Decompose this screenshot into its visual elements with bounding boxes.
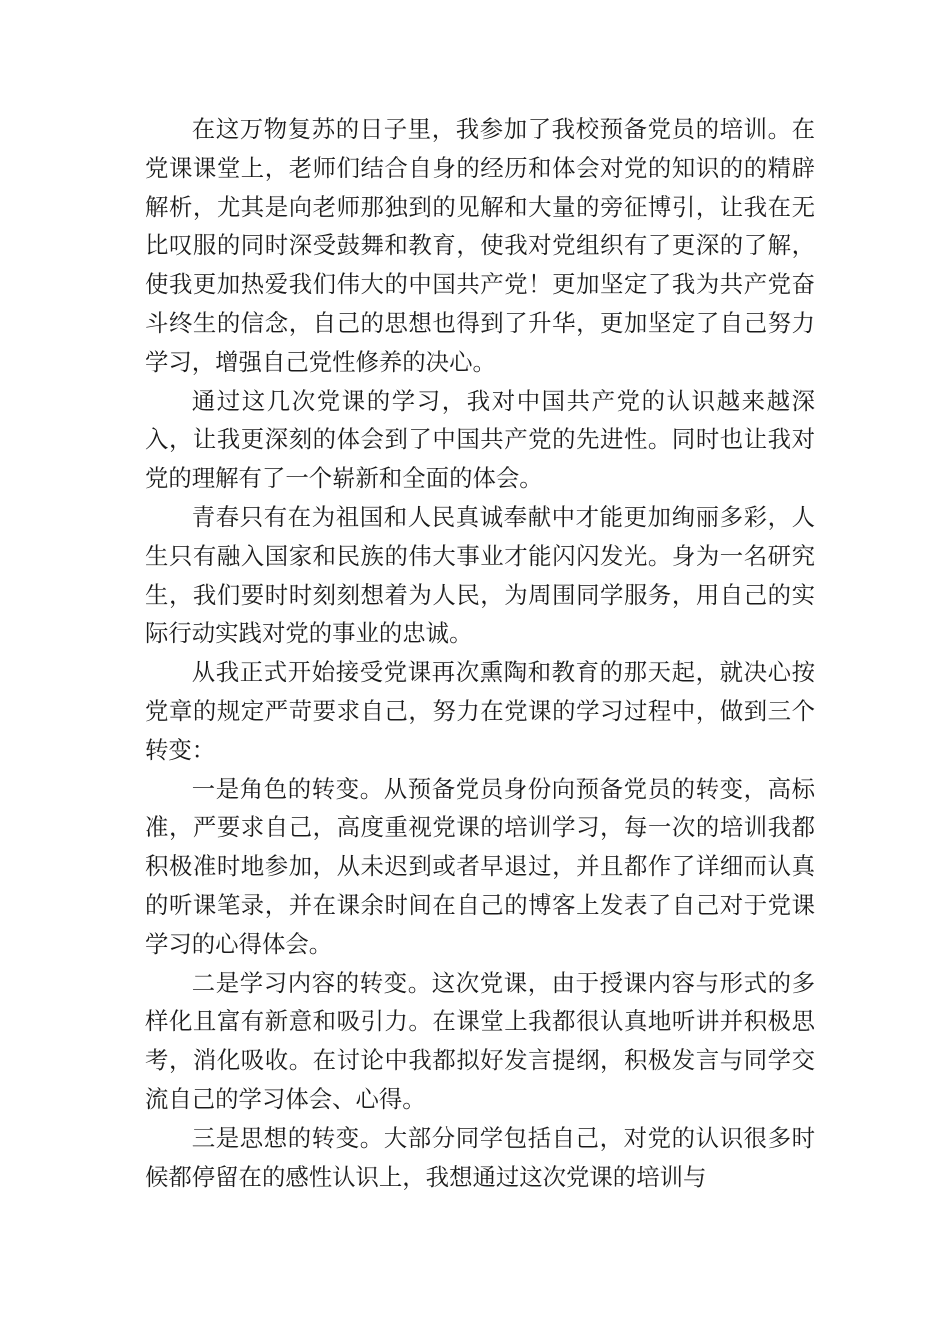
paragraph-1: 在这万物复苏的日子里，我参加了我校预备党员的培训。在党课课堂上，老师们结合自身的经历和体会对党的知识的的精辟解析，尤其是向老师那独到的见解和大量的旁征博引，让我在无比叹服的同时深受鼓舞和教育，使我对党组织有了更深的了解，使我更加热爱我们伟大的中国共产党！更加坚定了我为共产党奋斗终生的信念，自己的思想也得到了升华，更加坚定了自己努力学习，增强自己党性修养的决心。 [145, 115, 815, 376]
paragraph-6: 二是学习内容的转变。这次党课，由于授课内容与形式的多样化且富有新意和吸引力。在课堂上我都很认真地听讲并积极思考，消化吸收。在讨论中我都拟好发言提纲，积极发言与同学交流自己的学习体会、心得。 [145, 968, 815, 1113]
paragraph-5: 一是角色的转变。从预备党员身份向预备党员的转变，高标准，严要求自己，高度重视党课的培训学习，每一次的培训我都积极准时地参加，从未迟到或者早退过，并且都作了详细而认真的听课笔录，并在课余时间在自己的博客上发表了自己对于党课学习的心得体会。 [145, 774, 815, 958]
paragraph-7: 三是思想的转变。大部分同学包括自己，对党的认识很多时候都停留在的感性认识上，我想通过这次党课的培训与 [145, 1123, 815, 1191]
paragraph-2: 通过这几次党课的学习，我对中国共产党的认识越来越深入，让我更深刻的体会到了中国共产党的先进性。同时也让我对党的理解有了一个崭新和全面的体会。 [145, 386, 815, 493]
paragraph-3: 青春只有在为祖国和人民真诚奉献中才能更加绚丽多彩，人生只有融入国家和民族的伟大事业才能闪闪发光。身为一名研究生，我们要时时刻刻想着为人民，为周围同学服务，用自己的实际行动实践对党的事业的忠诚。 [145, 502, 815, 648]
document-body [145, 110, 815, 1196]
paragraph-4: 从我正式开始接受党课再次熏陶和教育的那天起，就决心按党章的规定严苛要求自己，努力在党课的学习过程中，做到三个转变： [145, 658, 815, 764]
